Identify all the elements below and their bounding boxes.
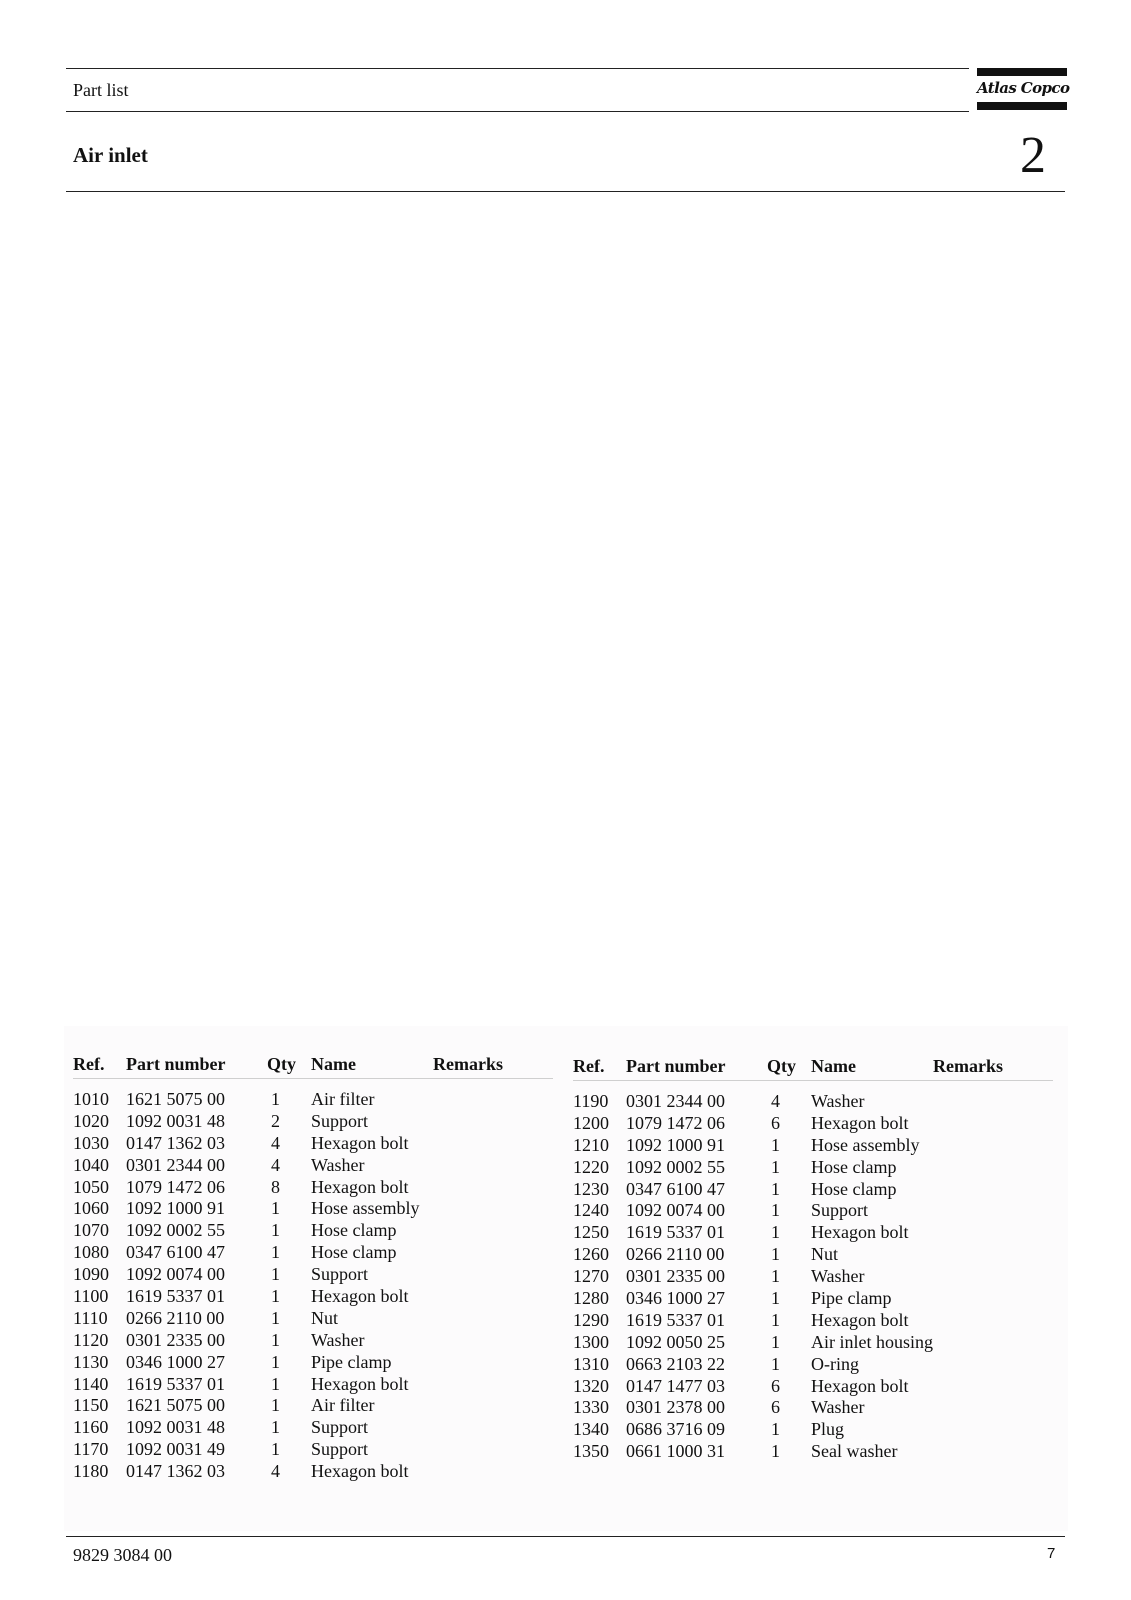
cell-ref: 1250 xyxy=(573,1222,609,1243)
cell-part-number: 0301 2344 00 xyxy=(626,1091,725,1111)
cell-ref: 1190 xyxy=(573,1091,609,1111)
cell-part-number: 0346 1000 27 xyxy=(626,1288,725,1309)
cell-part-number: 0347 6100 47 xyxy=(126,1242,225,1263)
cell-qty: 1 xyxy=(271,1395,280,1416)
cell-part-number: 0661 1000 31 xyxy=(626,1441,725,1462)
cell-name: Seal washer xyxy=(811,1441,898,1462)
logo-top-bar xyxy=(977,68,1067,76)
cell-ref: 1120 xyxy=(73,1329,109,1350)
cell-qty: 4 xyxy=(271,1154,280,1175)
cell-name: Support xyxy=(311,1110,369,1131)
cell-qty: 1 xyxy=(271,1264,280,1285)
cell-ref: 1010 xyxy=(73,1089,109,1109)
cell-name: O-ring xyxy=(811,1353,859,1374)
section-number: 2 xyxy=(1020,127,1046,184)
cell-part-number: 1619 5337 01 xyxy=(126,1373,225,1394)
col-header-name: Name xyxy=(311,1054,356,1074)
atlas-copco-logo xyxy=(977,68,1070,112)
table-header-rule xyxy=(573,1080,1053,1081)
cell-part-number: 0346 1000 27 xyxy=(126,1351,225,1372)
title-rule xyxy=(66,191,1065,192)
cell-ref: 1110 xyxy=(73,1307,108,1328)
cell-ref: 1280 xyxy=(573,1288,609,1309)
cell-part-number: 1092 1000 91 xyxy=(626,1134,725,1155)
cell-ref: 1160 xyxy=(73,1417,109,1438)
cell-name: Hose clamp xyxy=(311,1220,397,1241)
cell-qty: 1 xyxy=(271,1329,280,1350)
cell-name: Hexagon bolt xyxy=(311,1176,409,1197)
cell-ref: 1300 xyxy=(573,1331,609,1352)
cell-part-number: 1619 5337 01 xyxy=(626,1309,725,1330)
cell-qty: 1 xyxy=(771,1331,780,1352)
cell-ref: 1210 xyxy=(573,1134,609,1155)
cell-ref: 1150 xyxy=(73,1395,109,1416)
col-header-remarks: Remarks xyxy=(433,1054,503,1074)
col-header-part-number: Part number xyxy=(626,1056,726,1076)
cell-qty: 1 xyxy=(271,1286,280,1307)
cell-ref: 1070 xyxy=(73,1220,109,1241)
cell-name: Support xyxy=(311,1417,369,1438)
cell-qty: 4 xyxy=(271,1461,280,1482)
cell-name: Hexagon bolt xyxy=(311,1461,409,1482)
cell-qty: 4 xyxy=(771,1091,780,1111)
cell-qty: 1 xyxy=(271,1089,280,1109)
cell-part-number: 1092 0031 48 xyxy=(126,1110,225,1131)
header-label: Part list xyxy=(73,80,129,100)
cell-qty: 1 xyxy=(271,1417,280,1438)
cell-ref: 1030 xyxy=(73,1132,109,1153)
cell-part-number: 1092 0002 55 xyxy=(626,1156,725,1177)
cell-name: Washer xyxy=(311,1154,365,1175)
cell-qty: 1 xyxy=(271,1220,280,1241)
cell-ref: 1220 xyxy=(573,1156,609,1177)
cell-name: Pipe clamp xyxy=(311,1351,392,1372)
cell-ref: 1080 xyxy=(73,1242,109,1263)
cell-name: Hose assembly xyxy=(811,1134,920,1155)
cell-name: Air filter xyxy=(311,1395,375,1416)
cell-name: Hexagon bolt xyxy=(811,1309,909,1330)
header-bottom-rule xyxy=(66,111,969,112)
cell-ref: 1050 xyxy=(73,1176,109,1197)
figure-area xyxy=(67,200,1065,1020)
cell-ref: 1170 xyxy=(73,1439,109,1460)
cell-name: Hexagon bolt xyxy=(311,1373,409,1394)
cell-part-number: 1092 0002 55 xyxy=(126,1220,225,1241)
cell-qty: 8 xyxy=(271,1176,280,1197)
col-header-ref: Ref. xyxy=(573,1056,605,1076)
cell-name: Hexagon bolt xyxy=(811,1112,909,1133)
cell-name: Air filter xyxy=(311,1089,375,1109)
table-header-rule xyxy=(73,1078,553,1079)
cell-qty: 1 xyxy=(771,1419,780,1440)
cell-qty: 1 xyxy=(771,1134,780,1155)
cell-name: Air inlet housing xyxy=(811,1331,933,1352)
cell-qty: 1 xyxy=(771,1441,780,1462)
col-header-ref: Ref. xyxy=(73,1054,105,1074)
cell-part-number: 0686 3716 09 xyxy=(626,1419,725,1440)
cell-qty: 1 xyxy=(271,1242,280,1263)
cell-ref: 1330 xyxy=(573,1397,609,1418)
cell-qty: 1 xyxy=(771,1309,780,1330)
cell-qty: 4 xyxy=(271,1132,280,1153)
cell-qty: 6 xyxy=(771,1112,780,1133)
cell-ref: 1040 xyxy=(73,1154,109,1175)
cell-part-number: 0266 2110 00 xyxy=(126,1307,225,1328)
cell-ref: 1270 xyxy=(573,1266,609,1287)
cell-qty: 6 xyxy=(771,1375,780,1396)
cell-name: Plug xyxy=(811,1419,845,1440)
cell-ref: 1340 xyxy=(573,1419,609,1440)
cell-qty: 1 xyxy=(771,1222,780,1243)
cell-ref: 1350 xyxy=(573,1441,609,1462)
cell-qty: 1 xyxy=(771,1353,780,1374)
cell-ref: 1180 xyxy=(73,1461,109,1482)
cell-qty: 1 xyxy=(771,1244,780,1265)
cell-part-number: 0663 2103 22 xyxy=(626,1353,725,1374)
col-header-name: Name xyxy=(811,1056,856,1076)
cell-name: Hose clamp xyxy=(811,1178,897,1199)
cell-qty: 1 xyxy=(271,1439,280,1460)
footer-rule xyxy=(66,1536,1065,1537)
cell-name: Washer xyxy=(811,1266,865,1287)
cell-name: Nut xyxy=(811,1244,838,1265)
cell-qty: 1 xyxy=(771,1200,780,1221)
cell-part-number: 1092 0031 49 xyxy=(126,1439,225,1460)
cell-name: Washer xyxy=(311,1329,365,1350)
cell-ref: 1310 xyxy=(573,1353,609,1374)
cell-part-number: 0301 2335 00 xyxy=(126,1329,225,1350)
cell-part-number: 0301 2344 00 xyxy=(126,1154,225,1175)
parts-table-panel xyxy=(64,1026,1068,1531)
cell-ref: 1020 xyxy=(73,1110,109,1131)
logo-text: Atlas Copco xyxy=(977,79,1070,97)
cell-name: Washer xyxy=(811,1397,865,1418)
cell-qty: 1 xyxy=(771,1156,780,1177)
cell-qty: 2 xyxy=(271,1110,280,1131)
cell-part-number: 0301 2335 00 xyxy=(626,1266,725,1287)
cell-ref: 1230 xyxy=(573,1178,609,1199)
cell-name: Hose assembly xyxy=(311,1198,420,1219)
cell-part-number: 1092 0031 48 xyxy=(126,1417,225,1438)
cell-name: Hose clamp xyxy=(811,1156,897,1177)
cell-part-number: 0147 1477 03 xyxy=(626,1375,725,1396)
cell-name: Support xyxy=(311,1264,369,1285)
cell-part-number: 1092 0074 00 xyxy=(626,1200,725,1221)
cell-ref: 1240 xyxy=(573,1200,609,1221)
cell-name: Hexagon bolt xyxy=(811,1375,909,1396)
cell-ref: 1090 xyxy=(73,1264,109,1285)
cell-part-number: 1621 5075 00 xyxy=(126,1089,225,1109)
cell-part-number: 1092 0074 00 xyxy=(126,1264,225,1285)
cell-qty: 1 xyxy=(271,1198,280,1219)
cell-qty: 1 xyxy=(771,1178,780,1199)
cell-part-number: 1092 0050 25 xyxy=(626,1331,725,1352)
col-header-qty: Qty xyxy=(767,1056,796,1076)
cell-name: Nut xyxy=(311,1307,338,1328)
header-top-rule xyxy=(66,68,969,69)
cell-qty: 1 xyxy=(771,1266,780,1287)
cell-name: Hexagon bolt xyxy=(311,1286,409,1307)
cell-name: Pipe clamp xyxy=(811,1288,892,1309)
cell-ref: 1260 xyxy=(573,1244,609,1265)
cell-part-number: 1621 5075 00 xyxy=(126,1395,225,1416)
cell-name: Washer xyxy=(811,1091,865,1111)
cell-qty: 1 xyxy=(271,1351,280,1372)
col-header-part-number: Part number xyxy=(126,1054,226,1074)
cell-qty: 1 xyxy=(271,1307,280,1328)
cell-ref: 1320 xyxy=(573,1375,609,1396)
cell-ref: 1100 xyxy=(73,1286,109,1307)
cell-qty: 6 xyxy=(771,1397,780,1418)
cell-part-number: 1079 1472 06 xyxy=(126,1176,225,1197)
cell-ref: 1290 xyxy=(573,1309,609,1330)
cell-ref: 1200 xyxy=(573,1112,609,1133)
page-title: Air inlet xyxy=(73,143,148,167)
document-number: 9829 3084 00 xyxy=(73,1545,172,1565)
cell-ref: 1140 xyxy=(73,1373,109,1394)
cell-part-number: 0147 1362 03 xyxy=(126,1132,225,1153)
cell-part-number: 0266 2110 00 xyxy=(626,1244,725,1265)
cell-qty: 1 xyxy=(771,1288,780,1309)
cell-part-number: 1079 1472 06 xyxy=(626,1112,725,1133)
cell-name: Hose clamp xyxy=(311,1242,397,1263)
cell-name: Support xyxy=(811,1200,869,1221)
cell-part-number: 0147 1362 03 xyxy=(126,1461,225,1482)
col-header-remarks: Remarks xyxy=(933,1056,1003,1076)
cell-name: Hexagon bolt xyxy=(311,1132,409,1153)
cell-name: Hexagon bolt xyxy=(811,1222,909,1243)
cell-qty: 1 xyxy=(271,1373,280,1394)
page-number: 7 xyxy=(1047,1545,1056,1562)
cell-part-number: 0347 6100 47 xyxy=(626,1178,725,1199)
logo-bottom-bar xyxy=(977,102,1067,110)
cell-part-number: 1619 5337 01 xyxy=(626,1222,725,1243)
cell-part-number: 0301 2378 00 xyxy=(626,1397,725,1418)
cell-part-number: 1619 5337 01 xyxy=(126,1286,225,1307)
col-header-qty: Qty xyxy=(267,1054,296,1074)
cell-ref: 1130 xyxy=(73,1351,109,1372)
cell-name: Support xyxy=(311,1439,369,1460)
cell-ref: 1060 xyxy=(73,1198,109,1219)
cell-part-number: 1092 1000 91 xyxy=(126,1198,225,1219)
